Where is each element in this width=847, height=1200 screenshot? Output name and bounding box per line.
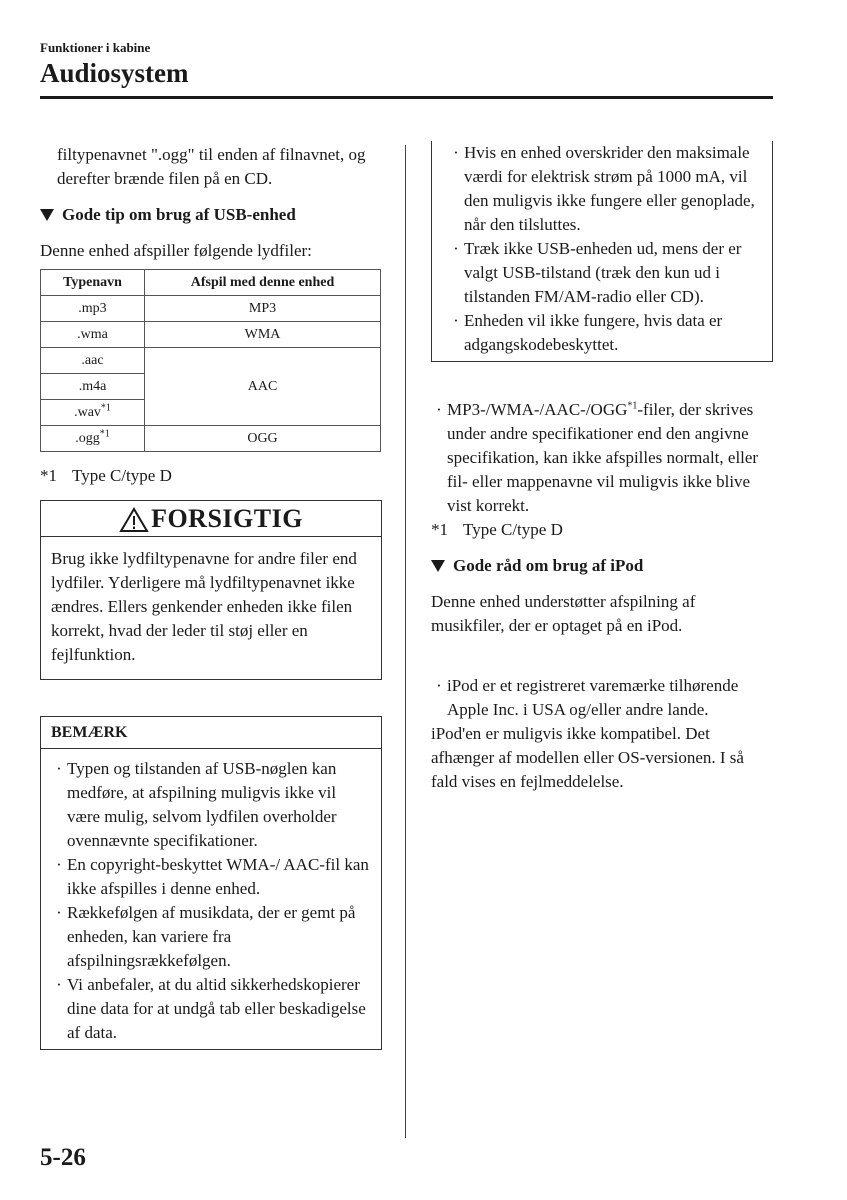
title-rule bbox=[40, 96, 773, 99]
footnote-ref: *1 bbox=[627, 400, 638, 412]
section-label: Funktioner i kabine bbox=[40, 40, 151, 55]
caution-title: FORSIGTIG bbox=[151, 503, 303, 533]
bullet-dot-icon: · bbox=[436, 676, 442, 695]
bullet-dot-icon: · bbox=[56, 855, 62, 874]
table-row bbox=[41, 348, 381, 374]
page-title: Audiosystem bbox=[40, 58, 189, 88]
footnote-text: Type C/type D bbox=[72, 466, 172, 485]
list-item: · Enheden vil ikke fungere, hvis data er adgangskodebeskyttet. bbox=[448, 309, 762, 357]
warning-triangle-icon bbox=[119, 507, 149, 533]
bullet-dot-icon: · bbox=[453, 143, 459, 162]
table-cell-type: .aac bbox=[41, 348, 145, 374]
bullet-dot-icon: · bbox=[436, 400, 442, 419]
bullet-dot-icon: · bbox=[56, 975, 62, 994]
footnote-text: Type C/type D bbox=[463, 520, 563, 539]
list-item: · Rækkefølgen af musikdata, der er gemt på enheden, kan variere fra afspilningsrækkefølgen. bbox=[51, 901, 371, 973]
usb-intro: Denne enhed afspiller følgende lydfiler: bbox=[40, 241, 312, 260]
list-item: · Vi anbefaler, at du altid sikkerhedskopierer dine data for at undgå tab eller beskadigelse af data. bbox=[51, 973, 371, 1045]
table-header-type: Typenavn bbox=[41, 270, 145, 296]
column-divider bbox=[405, 145, 406, 1138]
usb-tips-heading-text: Gode tip om brug af USB-enhed bbox=[62, 205, 296, 224]
note-box bbox=[40, 716, 382, 1050]
ipod-intro: Denne enhed understøtter afspilning af musikfiler, der er optaget på en iPod. bbox=[431, 592, 696, 635]
table-cell-playback: AAC bbox=[145, 348, 381, 426]
ipod-tips-heading-text: Gode råd om brug af iPod bbox=[453, 556, 644, 575]
usb-tips-heading bbox=[40, 203, 382, 227]
table-cell-type: .wav$^{*1}$ bbox=[41, 400, 145, 426]
table-cell-type: .wma bbox=[41, 322, 145, 348]
list-item: · En copyright-beskyttet WMA-/ AAC-fil kan ikke afspilles i denne enhed. bbox=[51, 853, 371, 901]
ipod-compatibility-note: iPod'en er muligvis ikke kompatibel. Det afhænger af modellen eller OS-versionen. I så fald vises en fejlmeddelelse. bbox=[431, 724, 744, 791]
list-item: · MP3-/WMA-/AAC-/OGG$^{*1}$-filer, der skrives under andre specifikationer end den angivne specifikation, kan ikke afspilles normalt, eller fil- eller mappenavne vil muligvis ikke blive vist korrekt. bbox=[431, 398, 773, 518]
table-cell-playback: OGG bbox=[145, 426, 381, 452]
intro-paragraph: filtypenavnet ".ogg" til enden af filnavnet, og derefter brænde filen på en CD. bbox=[57, 145, 366, 188]
bullet-dot-icon: · bbox=[453, 239, 459, 258]
footnote bbox=[40, 464, 382, 488]
left-column bbox=[40, 143, 382, 1050]
table-cell-playback: WMA bbox=[145, 322, 381, 348]
table-row bbox=[41, 322, 381, 348]
table-cell-type: .m4a bbox=[41, 374, 145, 400]
table-cell-type: .mp3 bbox=[41, 296, 145, 322]
table-header-row bbox=[41, 270, 381, 296]
footnote-mark: *1 bbox=[431, 520, 448, 539]
footnote bbox=[431, 518, 773, 542]
file-type-table bbox=[40, 269, 381, 452]
bullet-dot-icon: · bbox=[56, 903, 62, 922]
note-box-continued bbox=[431, 141, 773, 362]
bullet-dot-icon: · bbox=[56, 759, 62, 778]
caution-box bbox=[40, 500, 382, 680]
table-row bbox=[41, 296, 381, 322]
table-cell-playback: MP3 bbox=[145, 296, 381, 322]
triangle-bullet-icon bbox=[431, 560, 445, 572]
list-item: · Træk ikke USB-enheden ud, mens der er valgt USB-tilstand (træk den kun ud i tilstanden FM/AM-radio eller CD). bbox=[448, 237, 762, 309]
right-column bbox=[431, 143, 773, 806]
caution-text: Brug ikke lydfiltypenavne for andre filer end lydfiler. Yderligere må lydfiltypenavnet ikke ændres. Ellers genkender enheden ikke filen korrekt, hvad der leder til støj eller en fejlfunktion. bbox=[51, 549, 357, 664]
caution-header bbox=[41, 501, 381, 537]
table-header-playback: Afspil med denne enhed bbox=[145, 270, 381, 296]
note-title: BEMÆRK bbox=[41, 717, 381, 749]
footnote-mark: *1 bbox=[40, 466, 57, 485]
list-item: · Hvis en enhed overskrider den maksimale værdi for elektrisk strøm på 1000 mA, vil den muligvis ikke fungere eller genoplade, når den tilsluttes. bbox=[448, 141, 762, 237]
list-item: · iPod er et registreret varemærke tilhørende Apple Inc. i USA og/eller andre lande. bbox=[431, 674, 773, 722]
footnote-ref: *1 bbox=[100, 401, 111, 413]
list-item: · Typen og tilstanden af USB-nøglen kan medføre, at afspilning muligvis ikke vil være mulig, selvom lydfilen overholder ovennævnte specifikationer. bbox=[51, 757, 371, 853]
table-row bbox=[41, 426, 381, 452]
bullet-dot-icon: · bbox=[453, 311, 459, 330]
page-number: 5-26 bbox=[40, 1144, 86, 1171]
table-cell-type: .ogg$^{*1}$ bbox=[41, 426, 145, 452]
triangle-bullet-icon bbox=[40, 209, 54, 221]
note-body bbox=[41, 749, 381, 1049]
footnote-ref: *1 bbox=[99, 427, 110, 439]
ipod-tips-heading bbox=[431, 554, 773, 578]
